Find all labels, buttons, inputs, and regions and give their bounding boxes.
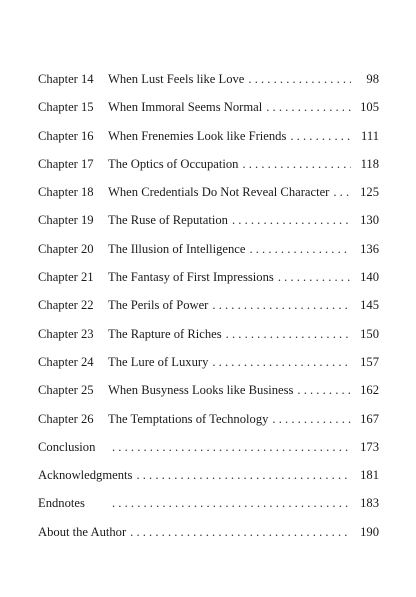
chapter-label: Chapter 23 [38, 326, 94, 341]
toc-entry-chapter-17[interactable] [38, 155, 379, 183]
chapter-label: Chapter 18 [38, 185, 94, 200]
chapter-label: Chapter 24 [38, 354, 94, 369]
toc-entry-chapter-20[interactable] [38, 240, 379, 268]
page-number: 118 [360, 156, 379, 171]
page-number: 111 [361, 128, 379, 143]
page-number: 190 [360, 524, 379, 539]
toc-entry-chapter-18[interactable] [38, 183, 379, 211]
toc-entry-chapter-16[interactable] [38, 127, 379, 155]
toc-entry-chapter-23[interactable] [38, 325, 379, 353]
dot-leader [112, 438, 351, 456]
chapter-title: The Lure of Luxury [108, 354, 209, 369]
dot-leader [266, 98, 351, 116]
dot-leader [232, 211, 351, 229]
chapter-label: Chapter 14 [38, 72, 94, 86]
page-number: 105 [360, 100, 379, 115]
toc-entry-endnotes[interactable] [38, 494, 379, 522]
chapter-label: Chapter 21 [38, 270, 94, 285]
toc-entry-chapter-26[interactable] [38, 410, 379, 438]
toc-entry-chapter-24[interactable] [38, 353, 379, 381]
chapter-label: Chapter 25 [38, 383, 94, 398]
chapter-title: The Perils of Power [108, 298, 209, 313]
chapter-title: The Ruse of Reputation [108, 213, 228, 228]
dot-leader [136, 466, 351, 484]
page-number: 145 [360, 298, 379, 313]
dot-leader [297, 381, 351, 399]
page-number: 173 [360, 439, 379, 454]
page-number: 181 [360, 468, 379, 483]
toc-entry-chapter-22[interactable] [38, 296, 379, 324]
toc-entry-chapter-15[interactable] [38, 98, 379, 126]
chapter-title: The Rapture of Riches [108, 326, 222, 341]
chapter-title: When Busyness Looks like Business [108, 383, 294, 398]
page-number: 150 [360, 326, 379, 341]
section-label: Conclusion [38, 439, 96, 454]
dot-leader [249, 240, 351, 258]
dot-leader [290, 127, 351, 145]
section-label: About the Author [38, 524, 127, 539]
dot-leader [278, 268, 351, 286]
dot-leader [248, 70, 351, 88]
chapter-title: When Lust Feels like Love [108, 72, 245, 86]
toc-entry-conclusion[interactable] [38, 438, 379, 466]
chapter-title: The Illusion of Intelligence [108, 241, 246, 256]
dot-leader [333, 183, 351, 201]
chapter-title: When Frenemies Look like Friends [108, 128, 287, 143]
chapter-title: When Immoral Seems Normal [108, 100, 263, 115]
page-number: 183 [360, 496, 379, 511]
chapter-label: Chapter 20 [38, 241, 94, 256]
dot-leader [212, 353, 351, 371]
chapter-label: Chapter 26 [38, 411, 94, 426]
page-number: 167 [360, 411, 379, 426]
toc-entry-chapter-25[interactable] [38, 381, 379, 409]
page-number: 136 [360, 241, 379, 256]
chapter-label: Chapter 15 [38, 100, 94, 115]
dot-leader [272, 410, 351, 428]
toc-entry-acknowledgments[interactable] [38, 466, 379, 494]
page-number: 125 [360, 185, 379, 200]
page-number: 162 [360, 383, 379, 398]
chapter-label: Chapter 22 [38, 298, 94, 313]
dot-leader [242, 155, 351, 173]
page-number: 140 [360, 270, 379, 285]
page-number: 157 [360, 354, 379, 369]
toc-entry-chapter-21[interactable] [38, 268, 379, 296]
chapter-label: Chapter 17 [38, 156, 94, 171]
dot-leader [112, 494, 351, 512]
table-of-contents [38, 70, 379, 551]
chapter-label: Chapter 16 [38, 128, 94, 143]
toc-entry-about-the-author[interactable] [38, 523, 379, 551]
dot-leader [212, 296, 351, 314]
toc-entry-chapter-19[interactable] [38, 211, 379, 239]
dot-leader [130, 523, 351, 541]
chapter-title: The Optics of Occupation [108, 156, 239, 171]
chapter-title: When Credentials Do Not Reveal Character [108, 185, 330, 200]
page-number: 98 [366, 72, 379, 86]
chapter-label: Chapter 19 [38, 213, 94, 228]
dot-leader [226, 325, 351, 343]
chapter-title: The Fantasy of First Impressions [108, 270, 274, 285]
toc-entry-chapter-14[interactable] [38, 70, 379, 98]
page-number: 130 [360, 213, 379, 228]
section-label: Endnotes [38, 496, 85, 511]
section-label: Acknowledgments [38, 468, 133, 483]
chapter-title: The Temptations of Technology [108, 411, 269, 426]
